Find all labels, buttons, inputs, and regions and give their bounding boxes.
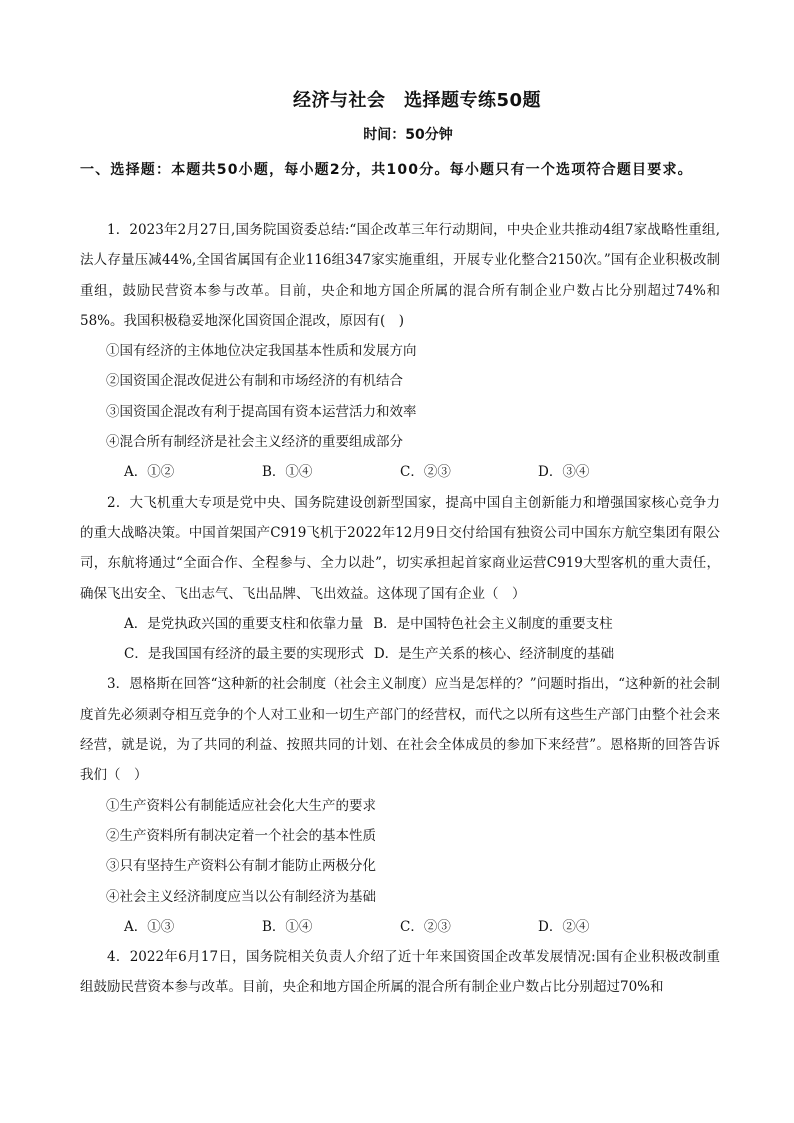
question-stem: 4．2022年6月17日，国务院相关负责人介绍了近十年来国资国企改革发展情况:国有企业积极改制重组鼓励民营资本参与改革。目前，央企和地方国企所属的混合所有制企业户数占比分别超过70%和 [80,949,720,996]
answer-choices [80,639,720,669]
question-4 [80,942,720,1003]
time-limit: 时间：50分钟 [363,127,453,143]
section-heading: 一、选择题：本题共50小题，每小题2分，共100分。每小题只有一个选项符合题目要求。 [80,162,693,178]
statement-option: ①国有经济的主体地位决定我国基本性质和发展方向 [106,343,417,360]
choice-a[interactable]: A．①③ [124,918,175,935]
question-1 [80,215,720,488]
statement-option: ②生产资料所有制决定着一个社会的基本性质 [106,827,376,844]
choice-d[interactable]: D．是生产关系的核心、经济制度的基础 [373,646,615,663]
choice-c[interactable]: C．②③ [400,918,451,935]
statement-option: ①生产资料公有制能适应社会化大生产的要求 [106,797,376,814]
answer-choices [80,609,720,639]
choice-d[interactable]: D．②④ [538,918,590,935]
answer-choices [80,912,720,942]
statement-option: ④混合所有制经济是社会主义经济的重要组成部分 [106,434,403,451]
choice-a[interactable]: A．①② [124,464,175,481]
answer-choices [80,457,720,487]
question-3 [80,669,720,942]
question-stem: 2．大飞机重大专项是党中央、国务院建设创新型国家，提高中国自主创新能力和增强国家核心竞争力的重大战略决策。中国首架国产C919飞机于2022年12月9日交付给国有独资公司中国东方航空集团有限公司，东航将通过“全面合作、全程参与、全力以赴”，切实承担起首家商业运营C919大型客机的重大责任，确保飞出安全、飞出志气、飞出品牌、飞出效益。这体现了国有企业（ ） [80,494,720,602]
choice-c[interactable]: C．是我国国有经济的最主要的实现形式 [124,646,364,663]
page-title: 经济与社会 选择题专练50题 [292,90,542,111]
choice-a[interactable]: A．是党执政兴国的重要支柱和依靠力量 [124,615,364,632]
question-stem: 1．2023年2月27日,国务院国资委总结:“国企改革三年行动期间，中央企业共推动4组7家战略性重组,法人存量压减44%,全国省属国有企业116组347家实施重组，开展专业化整合2150次。”国有企业积极改制重组，鼓励民营资本参与改革。目前，央企和地方国企所属的混合所有制企业户数占比分别超过74%和58%。我国积极稳妥地深化国资国企混改，原因有( ) [80,222,720,329]
choice-b[interactable]: B．①④ [262,464,313,481]
choice-c[interactable]: C．②③ [400,464,451,481]
statement-option: ③只有坚持生产资料公有制才能防止两极分化 [106,858,376,875]
choice-d[interactable]: D．③④ [538,464,590,481]
question-stem: 3．恩格斯在回答“这种新的社会制度（社会主义制度）应当是怎样的？”问题时指出，“这种新的社会制度首先必须剥夺相互竞争的个人对工业和一切生产部门的经营权，而代之以所有这些生产部门由整个社会来经营，就是说，为了共同的利益、按照共同的计划、在社会全体成员的参加下来经营”。恩格斯的回答告诉我们（ ） [80,676,720,784]
question-list [80,215,720,1003]
choice-b[interactable]: B．是中国特色社会主义制度的重要支柱 [373,615,613,632]
question-2 [80,488,720,670]
choice-b[interactable]: B．①④ [262,918,313,935]
statement-option: ③国资国企混改有利于提高国有资本运营活力和效率 [106,403,417,420]
statement-option: ②国资国企混改促进公有制和市场经济的有机结合 [106,373,403,390]
statement-option: ④社会主义经济制度应当以公有制经济为基础 [106,888,376,905]
